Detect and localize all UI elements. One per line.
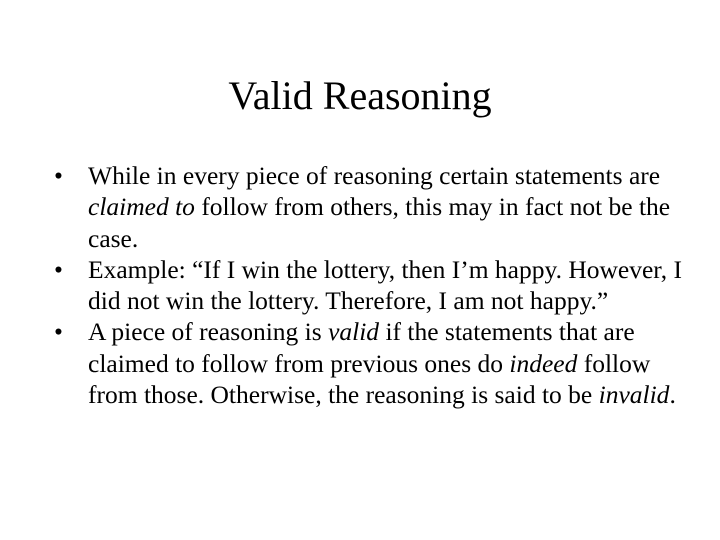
text-segment: A piece of reasoning is bbox=[88, 317, 329, 347]
text-segment: follow from those. Otherwise, the reasoning is said to be bbox=[88, 348, 651, 410]
text-segment: if the statements that are claimed to follow from previous ones do bbox=[88, 317, 635, 378]
bullet-text bbox=[88, 255, 682, 315]
bullet-text bbox=[88, 161, 670, 253]
text-segment: Example: “If I win the lottery, then I’m happy. However, I did not win the lottery. Therefore, I am not happy.” bbox=[88, 254, 683, 316]
text-segment: While in every piece of reasoning certain statements are bbox=[88, 161, 661, 190]
bullet-item bbox=[54, 160, 684, 254]
bullet-list bbox=[54, 160, 684, 410]
bullet-item bbox=[54, 254, 684, 317]
text-segment: follow from others, this may in fact not be the case. bbox=[88, 192, 671, 253]
bullet-marker: • bbox=[54, 161, 63, 190]
bullet-marker: • bbox=[54, 317, 63, 347]
slide-title: Valid Reasoning bbox=[228, 73, 492, 118]
italic-text-segment: claimed to bbox=[88, 192, 195, 222]
bullet-marker: • bbox=[54, 254, 63, 284]
bullet-text bbox=[88, 317, 676, 409]
bullet-item bbox=[54, 316, 684, 410]
italic-text-segment: invalid bbox=[598, 380, 670, 410]
italic-text-segment: indeed bbox=[509, 348, 578, 378]
text-segment: . bbox=[669, 380, 676, 410]
italic-text-segment: valid bbox=[328, 317, 380, 347]
